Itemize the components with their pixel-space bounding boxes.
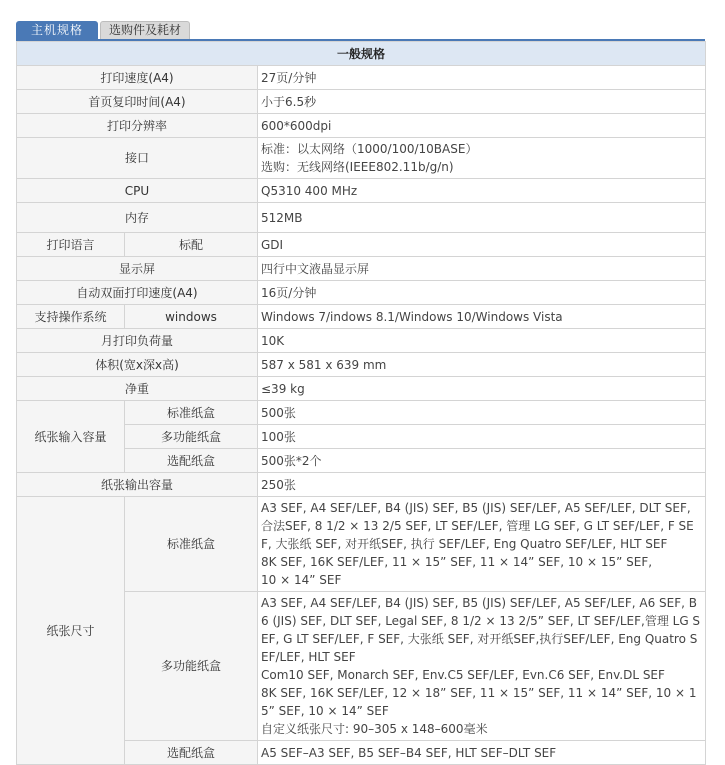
paper-size-line: A3 SEF, A4 SEF/LEF, B4 (JIS) SEF, B5 (JIS) SEF/LEF, A5 SEF/LEF, A6 SEF, B6 (JIS) SEF, DLT SEF, Legal SEF, 8 1/2 × 13 2/5” SEF, LT SEF/LEF,管理 LG SEF, G LT SEF/LEF, F SEF, 大张纸 SEF, 对开纸SEF,执行SEF/LEF, Eng Quatro SEF/LEF, HLT SEF [261, 596, 701, 664]
section-header [17, 42, 706, 66]
row-value: 587 x 581 x 639 mm [258, 353, 706, 377]
row-value: 27页/分钟 [258, 66, 706, 90]
paper-size-line: A3 SEF, A4 SEF/LEF, B4 (JIS) SEF, B5 (JIS) SEF/LEF, A5 SEF/LEF, DLT SEF, 合法SEF, 8 1/2 × 13 2/5 SEF, LT SEF/LEF, 管理 LG SEF, G LT SEF/LEF, F SEF, 大张纸 SEF, 对开纸SEF, 执行 SEF/LEF, Eng Quatro SEF/LEF, HLT SEF [261, 501, 694, 551]
interface-standard: 标准：以太网络（1000/100/10BASE） [261, 142, 478, 156]
row-value [258, 592, 706, 741]
row-value: 四行中文液晶显示屏 [258, 257, 706, 281]
row-label: CPU [17, 179, 258, 203]
row-value [258, 138, 706, 179]
row-sublabel: 多功能纸盒 [125, 592, 258, 741]
table-row [17, 305, 706, 329]
row-value: ≤39 kg [258, 377, 706, 401]
table-row [17, 233, 706, 257]
row-sublabel: 选配纸盒 [125, 449, 258, 473]
row-label: 纸张输出容量 [17, 473, 258, 497]
row-value: Q5310 400 MHz [258, 179, 706, 203]
tab-options-consumables[interactable]: 选购件及耗材 [100, 21, 190, 39]
row-label: 打印分辨率 [17, 114, 258, 138]
row-sublabel: 标准纸盒 [125, 497, 258, 592]
row-label: 自动双面打印速度(A4) [17, 281, 258, 305]
table-row [17, 401, 706, 425]
row-value: 250张 [258, 473, 706, 497]
paper-size-line: 10 × 14” SEF [261, 573, 342, 587]
row-value: 100张 [258, 425, 706, 449]
row-label: 内存 [17, 203, 258, 233]
row-value: 10K [258, 329, 706, 353]
row-label: 首页复印时间(A4) [17, 90, 258, 114]
table-row [17, 66, 706, 90]
table-row [17, 179, 706, 203]
row-label: 接口 [17, 138, 258, 179]
row-value: 500张 [258, 401, 706, 425]
table-row [17, 257, 706, 281]
paper-size-line: Com10 SEF, Monarch SEF, Env.C5 SEF/LEF, Evn.C6 SEF, Env.DL SEF [261, 668, 665, 682]
row-value: 小于6.5秒 [258, 90, 706, 114]
row-label: 纸张输入容量 [17, 401, 125, 473]
section-title: 一般规格 [17, 42, 706, 66]
row-label: 支持操作系统 [17, 305, 125, 329]
table-row [17, 473, 706, 497]
tab-main-spec[interactable]: 主机规格 [16, 21, 98, 39]
table-row [17, 281, 706, 305]
row-label: 体积(宽x深x高) [17, 353, 258, 377]
paper-size-line: 8K SEF, 16K SEF/LEF, 12 × 18” SEF, 11 × 15” SEF, 11 × 14” SEF, 10 × 15” SEF, 10 × 14” SEF [261, 686, 697, 718]
row-value: 600*600dpi [258, 114, 706, 138]
row-label: 打印速度(A4) [17, 66, 258, 90]
row-value: Windows 7/indows 8.1/Windows 10/Windows Vista [258, 305, 706, 329]
row-value: 16页/分钟 [258, 281, 706, 305]
row-label: 月打印负荷量 [17, 329, 258, 353]
row-label: 纸张尺寸 [17, 497, 125, 765]
row-value: A5 SEF–A3 SEF, B5 SEF–B4 SEF, HLT SEF–DLT SEF [258, 741, 706, 765]
row-sublabel: 标准纸盒 [125, 401, 258, 425]
paper-size-line: 自定义纸张尺寸: 90–305 x 148–600毫米 [261, 722, 488, 736]
row-value: 500张*2个 [258, 449, 706, 473]
table-row [17, 497, 706, 592]
table-row [17, 353, 706, 377]
row-sublabel: 选配纸盒 [125, 741, 258, 765]
tab-bar [16, 21, 190, 39]
row-value: GDI [258, 233, 706, 257]
row-label: 净重 [17, 377, 258, 401]
row-sublabel: 多功能纸盒 [125, 425, 258, 449]
table-row [17, 329, 706, 353]
table-row [17, 377, 706, 401]
row-sublabel: 标配 [125, 233, 258, 257]
paper-size-line: 8K SEF, 16K SEF/LEF, 11 × 15” SEF, 11 × 14” SEF, 10 × 15” SEF, [261, 555, 653, 569]
table-row [17, 90, 706, 114]
row-value: 512MB [258, 203, 706, 233]
table-row [17, 114, 706, 138]
row-value [258, 497, 706, 592]
row-label: 显示屏 [17, 257, 258, 281]
table-row [17, 138, 706, 179]
row-sublabel: windows [125, 305, 258, 329]
spec-table [16, 41, 706, 765]
table-row [17, 203, 706, 233]
interface-optional: 选购：无线网络(IEEE802.11b/g/n) [261, 160, 454, 174]
row-label: 打印语言 [17, 233, 125, 257]
